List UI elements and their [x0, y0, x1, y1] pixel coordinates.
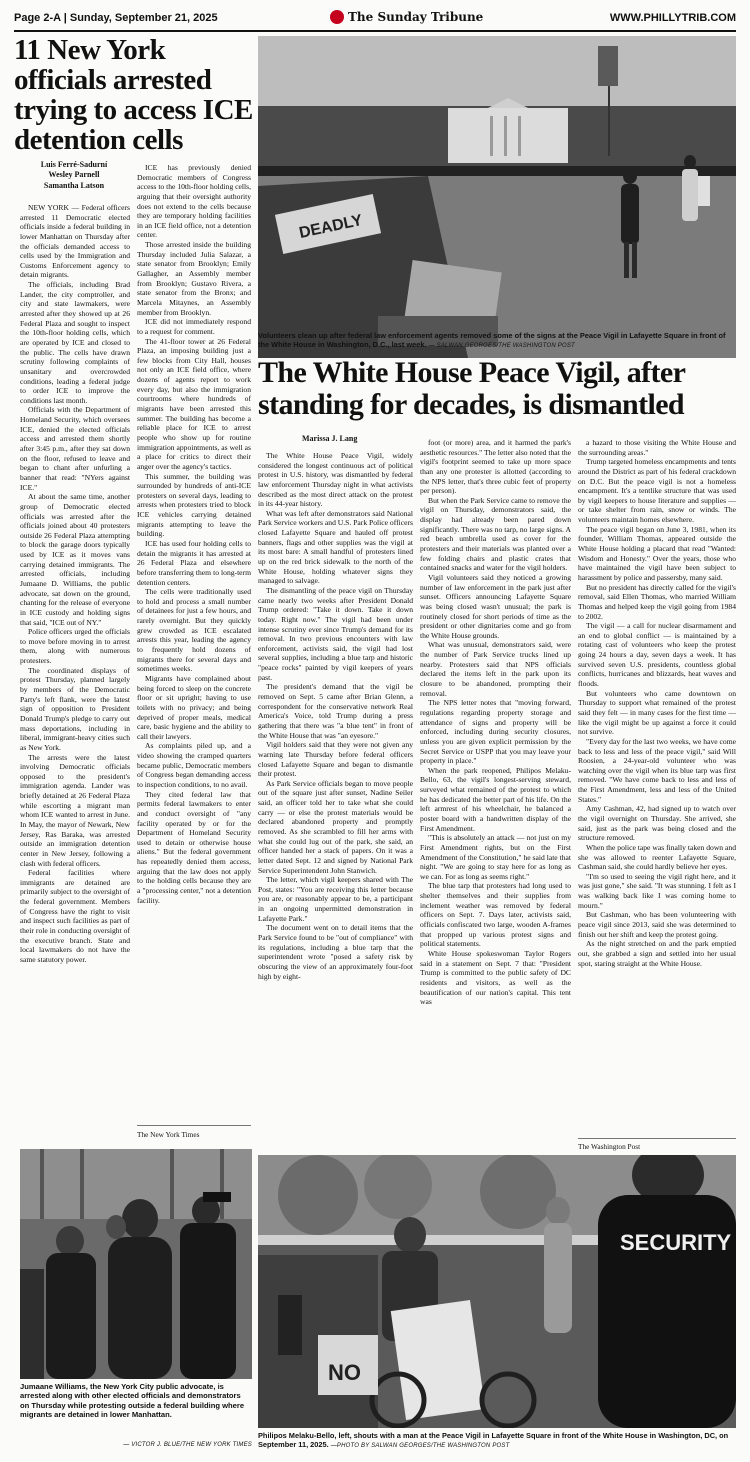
paragraph: The NPS letter notes that "moving forward, regulations regarding property storage and attendance of signs and property will be enforced, including during security closures, unless you are given explicit permission by the Secret Service or USPP that you may leave your property in place."	[420, 698, 571, 766]
paragraph: "I'm so used to seeing the vigil right here, and it was just gone," she said. "It was stunning. I felt as I was walking back like I was coming home to mourn."	[578, 871, 736, 910]
top-photo-caption	[258, 331, 736, 351]
paper-name: The Sunday Tribune	[348, 10, 484, 24]
paragraph: The document went on to detail items that the Park Service found to be "out of compliance" with its regulations, including a blue tarp that the superintendent wrote "posed a safety risk by obscuring the view of an approximately four-foot high by eight-	[258, 923, 413, 981]
tribune-logo-icon	[330, 10, 344, 24]
paragraph: ICE has previously denied Democratic members of Congress access to the 10th-floor holding cells, arguing that their oversight authority does not extend to the cells because they are temporary holding facilities in an ICE field office, not a detention center.	[137, 163, 251, 240]
paragraph: As the night stretched on and the park emptied out, she grabbed a sign and settled into her usual spot, staring straight at the White House.	[578, 939, 736, 968]
peace-vigil-photo	[258, 1155, 736, 1428]
paragraph: White House spokeswoman Taylor Rogers said in a statement on Sept. 7 that: "President Trump is committed to the public safety of DC residents and visitors, as well as the beautification of our nation's capital. This tent was	[420, 948, 571, 1007]
caption-text: Philipos Melaku-Bello, left, shouts with a man at the Peace Vigil in Lafayette Square in front of the White House in Washington, DC, on September 11, 2025.	[258, 1431, 729, 1450]
paragraph: Migrants have complained about being forced to sleep on the concrete floor or sit upright; having to use toilets with no privacy; and being deprived of proper meals, medical care, basic hygiene and the ability to call their lawyers.	[137, 673, 251, 741]
paragraph: The arrests were the latest involving Democratic officials opposed to the president's immigration agenda. Lander was briefly detained at 26 Federal Plaza while escorting a migrant man whom ICE wanted to arrest in June. In May, the mayor of Newark, New Jersey, Ras Baraka, was arrested outside an immigration detention center in New Jersey, following a clash with federal officers.	[20, 752, 130, 868]
story2-column-3	[578, 438, 736, 968]
paragraph: But Cashman, who has been volunteering with peace vigil since 2013, said she was determined to finish out her shift and keep the protest going.	[578, 910, 736, 939]
photo-credit: — VICTOR J. BLUE/THE NEW YORK TIMES	[123, 1442, 252, 1448]
paragraph: ICE did not immediately respond to a request for comment.	[137, 317, 251, 336]
story2-credit: The Washington Post	[578, 1142, 641, 1151]
paragraph: As Park Service officials began to move people out of the square just after sunset, Nadine Seiler said, an officer told her to take what she could carry — or else the protest materials would be declared abandoned property and promptly removed. As she scrambled to fill her arms with what she could lug out of the park, she said, an officer handed her a stack of papers. On it was a letter dated Sept. 12 and signed by National Park Service Superintendent John Stanwich.	[258, 778, 413, 875]
byline-author: Luis Ferré-Sadurní	[40, 160, 108, 169]
paragraph: At about the same time, another group of Democratic elected officials was arrested after the officials joined about 40 protesters outside 26 Federal Plaza attempting to block the garage doors typically used by ICE as it moves vans carrying detained immigrants. The arrested officials, including Jumaane D. Williams, the public advocate, sat down on the ground, chanting for the release of everyone in ICE custody and holding signs that said, "ICE out of NY."	[20, 492, 130, 627]
story1-photo-caption	[20, 1382, 252, 1420]
paragraph: "Every day for the last two weeks, we have come back to less and less of the peace vigil," said Will Roosien, a 24-year-old volunteer who was watching over the vigil when its blue tarp was first removed. "We have come back to less and less of the First Amendment, less and less of the United States."	[578, 736, 736, 804]
paragraph: The officials, including Brad Lander, the city comptroller, and city and state lawmakers, were arrested after they showed up at 26 Federal Plaza and sought to inspect the 10th-floor holding cells, which are operated by ICE and closed to the public. The cells have drawn scrutiny following complaints of unsanitary and overcrowded conditions, leading a federal judge to order ICE to improve the conditions last month.	[20, 280, 130, 405]
paragraph: The vigil — a call for nuclear disarmament and an end to global conflict — is maintained by a rotating cast of volunteers who keep the protest going 24 hours a day, seven days a week. It has survived seven U.S. presidents, countless global conflicts, hurricanes and blizzards, heat waves and floods.	[578, 621, 736, 689]
paragraph: The White House Peace Vigil, widely considered the longest continuous act of political protest in U.S. history, was dismantled by federal law enforcement Thursday night in what activists described as the most direct attack on the protest in its 44-year history.	[258, 451, 413, 509]
paragraph: As complaints piled up, and a video showing the cramped quarters became public, Democratic members of Congress began demanding access to inspection conditions, to no avail.	[137, 741, 251, 789]
story1-photo-credit	[20, 1439, 252, 1450]
page-label: Page 2-A | Sunday, September 21, 2025	[14, 12, 218, 24]
paragraph: But volunteers who came downtown on Thursday to support what remained of the protest said they felt — in many cases for the first time — like the vigil might be up against a force it could not survive.	[578, 688, 736, 737]
paragraph: The 41-floor tower at 26 Federal Plaza, an imposing building just a few blocks from City Hall, houses not only an ICE field office, where dozens of agents report to work every day, but also the immigration courtrooms where hundreds of migrants have been arrested this summer. The building has become a reliable place for ICE to arrest people who show up for routine immigration appointments, as well as a place for critics to direct their anger over the agency's tactics.	[137, 336, 251, 471]
photo-credit: — SALWAN GEORGES/THE WASHINGTON POST	[428, 343, 575, 350]
story1-headline: 11 New York officials arrested trying to access ICE detention cells	[14, 34, 253, 156]
caption-text: Volunteers clean up after federal law enforcement agents removed some of the signs at the Peace Vigil in Lafayette Square in front of the White House in Washington, D.C., last week.	[258, 331, 726, 350]
security-shirt-text: SECURITY	[620, 1230, 732, 1255]
paragraph: They cited federal law that permits federal lawmakers to enter and conduct oversight of "any facility operated by or for the Department of Homeland Security used to detain or otherwise house aliens." But the federal government has repeatedly denied them access, arguing that the law does not apply to the holding cells because they are a "processing center," not a detention facility.	[137, 789, 251, 905]
paragraph: But no president has directly called for the vigil's removal, said Ellen Thomas, who married William Thomas and helped keep the vigil going from 1984 to 2002.	[578, 582, 736, 621]
paragraph: What was left after demonstrators said National Park Service workers and U.S. Park Police officers closed Lafayette Square and hauled off protest banners, flags and other supplies was the vigil at its most bare: A small handful of protesters lined up on the red brick sidewalk to the north of the White House, holding whatever signs they managed to salvage.	[258, 508, 413, 586]
byline-author: Samantha Latson	[43, 180, 105, 190]
paragraph: The cells were traditionally used to hold and process a small number of detainees for just a few hours, and rarely overnight. But they quickly grew crowded as ICE escalated arrests this year, leading the agency to frequently hold dozens of migrants there for several days and sometimes weeks.	[137, 587, 251, 674]
paragraph: The president's demand that the vigil be removed on Sept. 5 came after Brian Glenn, a correspondent for the conservative network Real America's Voice, told Trump during a press gathering that there was "a blue tent" in front of the White House that was "an eyesore."	[258, 682, 413, 740]
paragraph: The peace vigil began on June 3, 1981, when its founder, William Thomas, appeared outside the White House holding a placard that read "Wanted: Wisdom and Honesty." Over the years, those who have maintained the vigil have been subject to harassment by police and passersby, many said.	[578, 524, 736, 582]
caption-text: Jumaane Williams, the New York City public advocate, is arrested along with other elected officials and demonstrators on Thursday while protesting outside a federal building where migrants are detained in lower Manhattan.	[20, 1382, 245, 1420]
story1-photo	[20, 1149, 252, 1379]
paragraph: Trump targeted homeless encampments and tents around the District as part of his federal crackdown on D.C. But the peace vigil is not a homeless encampment. It's a tentlike structure that was used by vigil keepers to house literature and supplies — or take shelter from rain, snow or winds. The volunteers maintain homes elsewhere.	[578, 457, 736, 525]
paragraph: Vigil holders said that they were not given any warning late Thursday before federal officers closed Lafayette Square and began to dismantle their protest.	[258, 740, 413, 779]
masthead	[14, 10, 736, 32]
story1-column-2	[137, 163, 251, 905]
sign-text: DEADLY	[297, 211, 365, 242]
paragraph: But when the Park Service came to remove the vigil on Thursday, demonstrators said, the display had already been pared down significantly. There was no tarp, no large signs. A red beach umbrella used as cover for the protesters and their materials was planted over a few folding chairs and plastic crates that contained snacks and water for the vigil holders.	[420, 495, 571, 573]
divider	[578, 1138, 736, 1139]
paragraph: Those arrested inside the building Thursday included Julia Salazar, a state senator from Brooklyn; Emily Gallagher, an Assembly member from Brooklyn; Gustavo Rivera, a state senator from the Bronx; and Marcela Mitaynes, an Assembly member from Brooklyn.	[137, 240, 251, 317]
paragraph: When the park reopened, Philipos Melaku-Bello, 63, the vigil's longest-serving steward, surveyed what remained of the protest to which he has dedicated the better part of his life. On the left armrest of his wheelchair, he balanced a poster board with a handwritten display of the First Amendment.	[420, 765, 571, 833]
paragraph: a hazard to those visiting the White House and the surrounding areas."	[578, 438, 736, 457]
byline-author: Wesley Parnell	[48, 170, 100, 180]
paragraph: The coordinated displays of protest Thursday, planned largely by members of the Democratic Party's left flank, were the latest sign of opposition to President Donald Trump's pledge to carry out mass deportations, including in liberal, immigrant-heavy cities such as New York.	[20, 665, 130, 752]
paragraph: foot (or more) area, and it harmed the park's aesthetic resources." The letter also noted that the vigil's footprint seemed to take up more space than any one protester is allotted (according to the NPS letter, that's three cubic feet of property per person).	[420, 438, 571, 496]
paragraph: The blue tarp that protesters had long used to shelter themselves and their supplies from inclement weather was removed by federal officers on Sept. 7. Days later, activists said, officials confiscated two large, wooden A-frames that propped up various protest signs and political statements.	[420, 881, 571, 949]
paragraph: Vigil volunteers said they noticed a growing number of law enforcement in the park just after sunset. Officers announcing Lafayette Square was being closed wasn't unusual; the park is routinely closed for short periods of time as the president or other dignitaries come and go from the White House grounds.	[420, 572, 571, 640]
paragraph: Police officers urged the officials to move before moving in to arrest them, along with numerous protesters.	[20, 627, 130, 666]
divider	[137, 1125, 251, 1126]
paper-logo	[330, 10, 483, 24]
white-house-photo	[258, 36, 736, 358]
story2-column-2	[420, 438, 571, 1007]
paragraph: NEW YORK — Federal officers arrested 11 Democratic elected officials inside a federal building in lower Manhattan on Thursday after the officials demanded access to cells used by the Immigration and Customs Enforcement agency to detain migrants.	[20, 203, 130, 280]
paragraph: What was unusual, demonstrators said, were the number of Park Service trucks lined up nearby. Protesters said that NPS officials declared the items left in the park upon its closure to be abandoned, prompting their removal.	[420, 640, 571, 698]
photo-credit: —PHOTO BY SALWAN GEORGES/THE WASHINGTON POST	[330, 1443, 510, 1450]
website-link[interactable]: WWW.PHILLYTRIB.COM	[609, 12, 736, 24]
story2-column-1	[258, 451, 413, 981]
sign-text: NO	[328, 1360, 361, 1385]
paragraph: Officials with the Department of Homeland Security, which oversees ICE, denied the elected officials access and arrested them shortly after 3:45 p.m., after they sat down on the floor, refused to leave and began to chant after unfurling a banner that read: "NYers against ICE."	[20, 405, 130, 492]
paragraph: Amy Cashman, 42, had signed up to watch over the vigil overnight on Thursday. She arrived, she said, just as the park was being closed and the structure removed.	[578, 804, 736, 843]
story2-photo-caption	[258, 1431, 736, 1451]
paragraph: The dismantling of the peace vigil on Thursday came nearly two weeks after President Donald Trump ordered: "Take it down. Take it down today. Right now." The vigil had been under intense scrutiny ever since Trump's demand for its removal. In two previous encounters with law enforcement, activists said, the vigil had lost several supplies, including a blue tarp and historic "peace rocks" painted by vigil keepers of years past.	[258, 585, 413, 682]
paragraph: The letter, which vigil keepers shared with The Post, states: "You are receiving this letter because you are, or reasonably appear to be, a participant in an ongoing unpermitted demonstration in Lafayette Park."	[258, 875, 413, 923]
paragraph: Federal facilities where immigrants are detained are primarily subject to the oversight of the federal government. Members of Congress have the right to visit and inspect such facilities as part of their role in conducting oversight of the executive branch. State and local lawmakers do not have the same statutory power.	[20, 868, 130, 964]
story1-credit: The New York Times	[137, 1130, 200, 1139]
paragraph: "This is absolutely an attack — not just on my First Amendment rights, but on the First Amendment of the Constitution," he said late that night. "We are going to stay here for as long as we can. For as long as seems right."	[420, 833, 571, 881]
paragraph: When the police tape was finally taken down and she was allowed to reenter Lafayette Square, Cashman said, she could hardly believe her eyes.	[578, 842, 736, 872]
story1-byline	[20, 160, 128, 191]
story2-byline: Marissa J. Lang	[302, 434, 358, 443]
paragraph: This summer, the building was surrounded by hundreds of anti-ICE protesters on several days, leading to arrests when protesters tried to block ICE vehicles carrying detained migrants attempting to leave the building.	[137, 471, 251, 539]
story1-column-1	[20, 203, 130, 965]
story2-headline: The White House Peace Vigil, after standing for decades, is dismantled	[258, 356, 685, 421]
paragraph: ICE has used four holding cells to detain the migrants it has arrested at 26 Federal Plaza and elsewhere before transferring them to long-term detention centers.	[137, 538, 251, 587]
